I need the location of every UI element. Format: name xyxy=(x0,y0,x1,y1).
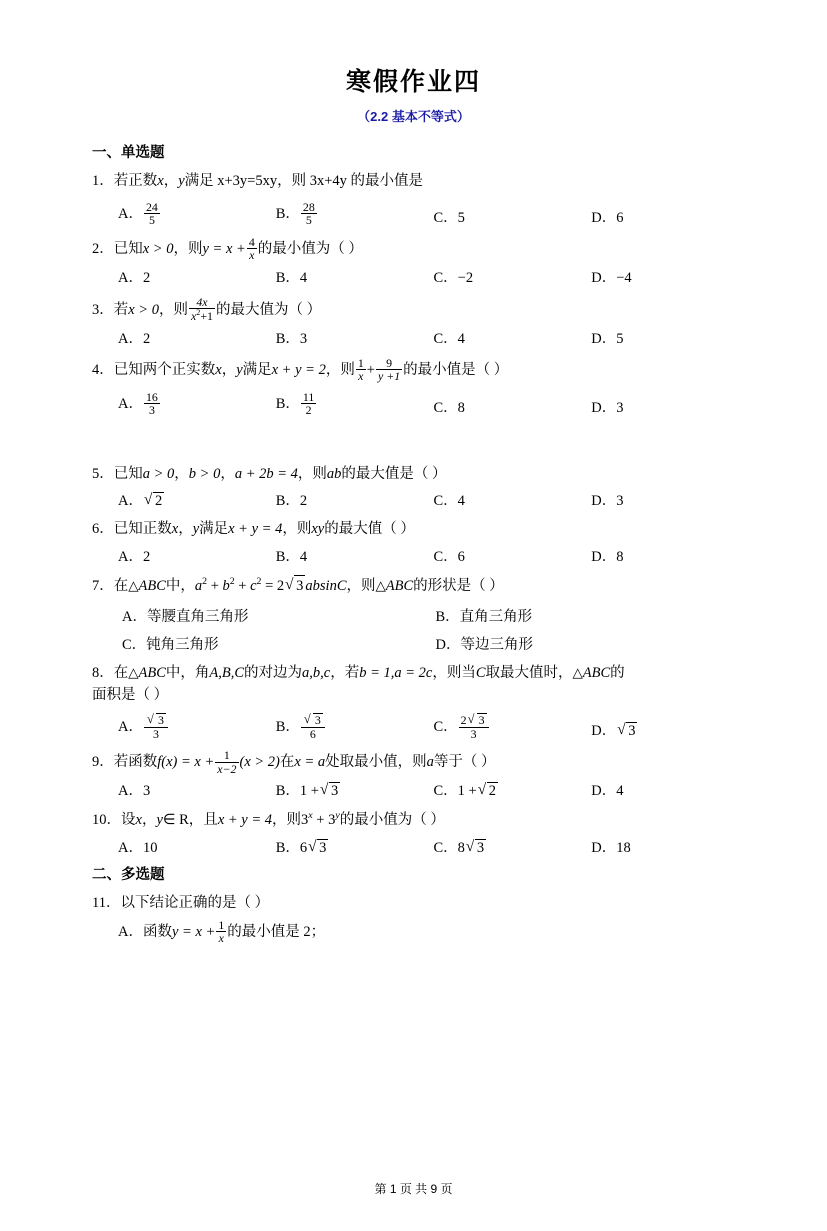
question-5-stem: 5．已知a > 0，b > 0，a + 2b = 4，则ab的最大值是（ ） xyxy=(92,465,447,482)
question-7-stem: 7．在 △ ABC中，$a^2 + b^2 + c^2 = 2$ √ 3 absinC，则 △ ABC的形状是（ ） xyxy=(92,575,749,598)
question-8-options xyxy=(92,710,749,740)
option-d[interactable]: D．3 xyxy=(591,399,624,416)
option-a[interactable]: A．2 xyxy=(118,269,151,286)
question-11-options xyxy=(92,919,749,945)
option-b[interactable]: B．2 xyxy=(275,493,308,510)
question-10-stem: 10．设x，y∈ R，且x + y = 4，则$3^x + 3^y$的最小值为（ ） xyxy=(92,810,445,829)
option-c[interactable]: C． 2 √ 3 3 xyxy=(434,713,592,740)
triangle-icon xyxy=(376,578,386,594)
fraction: $\frac{1}{x}$ xyxy=(218,917,225,946)
question-5 xyxy=(92,464,749,486)
question-10 xyxy=(92,809,749,832)
fraction: $\frac{4x}{x^2+1}$ xyxy=(190,294,213,324)
option-c[interactable]: C．4 xyxy=(433,493,465,510)
option-d[interactable]: D．8 xyxy=(591,549,624,566)
triangle-icon xyxy=(128,665,138,681)
question-9-stem: 9．若函数f(x) = x + $\frac{1}{x-2}$ (x > 2)在x = a处取最小值，则a等于（ ） xyxy=(92,748,496,776)
question-4-options xyxy=(92,387,749,417)
square-root: √ 3 xyxy=(308,838,327,856)
square-root: √ 2 xyxy=(477,781,496,800)
fraction: $\frac{16}{3}$ xyxy=(145,389,158,418)
question-9 xyxy=(92,749,749,775)
fraction: $\frac{28}{5}$ xyxy=(302,199,315,228)
square-root: √ 2 xyxy=(143,491,163,510)
square-root: √ 3 xyxy=(319,781,339,800)
option-a[interactable]: A． $\frac{16}{3}$ xyxy=(118,389,158,418)
question-4-stem: 4．已知两个正实数x，y满足x + y = 2，则 $\frac{1}{x}$ + $\frac{9}{y +1}$ 的最小值是（ ） xyxy=(92,355,509,384)
square-root: √ 3 xyxy=(467,711,485,728)
option-c[interactable]: C．6 xyxy=(433,549,465,566)
triangle-icon xyxy=(573,665,583,681)
option-b[interactable]: B．直角三角形 xyxy=(435,608,533,625)
triangle-icon xyxy=(128,578,138,594)
section-heading-multiple-choice: 二、多选题 xyxy=(92,866,165,883)
question-4 xyxy=(92,357,749,383)
document-page xyxy=(0,62,827,1231)
option-c[interactable]: C．1 + √ 2 xyxy=(433,781,496,800)
square-root: √ 3 xyxy=(617,721,636,740)
question-8-stem: 8．在 △ ABC中，角A,B,C的对边为a,b,c，若b = 1,a = 2c，则当C取最大值时， △ ABC的 xyxy=(92,663,749,685)
question-9-options xyxy=(92,779,749,800)
option-a[interactable]: A．等腰直角三角形 xyxy=(122,608,249,625)
question-10-options xyxy=(92,836,749,857)
question-3-stem: 3．若x > 0，则 $\frac{4x}{x^2+1}$ 的最大值为（ ） xyxy=(92,294,322,324)
question-3 xyxy=(92,296,749,323)
question-11-stem: 11．以下结论正确的是（ ） xyxy=(92,894,270,911)
option-a[interactable]: A．2 xyxy=(118,330,151,347)
question-1-options xyxy=(92,197,749,227)
option-d[interactable]: D．6 xyxy=(591,209,624,226)
fraction: √ 3 6 xyxy=(301,713,325,740)
fraction: $\frac{1}{x}$ xyxy=(357,355,364,384)
option-a[interactable]: A． √ 2 xyxy=(118,491,163,510)
page-footer xyxy=(0,1180,827,1197)
option-b[interactable]: B． √ 3 6 xyxy=(276,713,434,740)
option-b[interactable]: B．1 + √ 3 xyxy=(275,781,339,800)
option-d[interactable]: D．4 xyxy=(591,783,624,800)
question-1-stem: 1．若正数x，y满足 x+3y=5xy，则 3x+4y 的最小值是 xyxy=(92,173,424,189)
question-6 xyxy=(92,519,749,541)
option-b[interactable]: B．3 xyxy=(275,330,308,347)
option-a[interactable]: A．10 xyxy=(118,839,158,856)
option-c[interactable]: C．8 xyxy=(433,399,465,416)
option-b[interactable]: B． $\frac{28}{5}$ xyxy=(275,199,315,228)
option-b[interactable]: B．4 xyxy=(275,549,308,566)
question-1 xyxy=(92,171,749,193)
question-7 xyxy=(92,575,749,598)
option-c[interactable]: C．−2 xyxy=(433,269,474,286)
fraction: $\frac{11}{2}$ xyxy=(302,389,315,418)
option-d[interactable]: D．18 xyxy=(591,839,631,856)
question-2 xyxy=(92,236,749,262)
option-a[interactable]: A．3 xyxy=(118,783,151,800)
square-root: √ 3 xyxy=(285,575,305,598)
option-d[interactable]: D．5 xyxy=(591,330,624,347)
option-c[interactable]: C．8 √ 3 xyxy=(433,838,485,856)
square-root: √ 3 xyxy=(146,711,164,728)
option-d[interactable]: D．等边三角形 xyxy=(435,636,533,653)
question-3-options xyxy=(92,327,749,348)
option-d[interactable]: D． √ 3 xyxy=(591,721,636,740)
option-c[interactable]: C．4 xyxy=(433,330,465,347)
page-subtitle: （2.2 基本不等式） xyxy=(357,109,470,124)
fraction: $\frac{24}{5}$ xyxy=(145,199,158,228)
fraction: $\frac{1}{x-2}$ xyxy=(217,748,237,776)
question-8-stem-cont: 面积是（ ） xyxy=(92,686,169,703)
page-title: 寒假作业四 xyxy=(345,68,481,96)
fraction: $\frac{4}{x}$ xyxy=(248,234,255,263)
option-a[interactable]: A． √ 3 3 xyxy=(118,713,276,740)
fraction: 2 √ 3 3 xyxy=(459,713,489,740)
question-5-options xyxy=(92,489,749,510)
option-a[interactable]: A． $\frac{24}{5}$ xyxy=(118,199,158,228)
question-7-options-row1 xyxy=(92,605,749,626)
section-heading-single-choice: 一、单选题 xyxy=(92,145,165,161)
option-d[interactable]: D．3 xyxy=(591,493,624,510)
question-2-stem: 2．已知x > 0，则y = x + $\frac{4}{x}$ 的最小值为（ ） xyxy=(92,234,363,263)
question-8 xyxy=(92,663,749,707)
fraction: $\frac{9}{y +1}$ xyxy=(377,355,401,384)
question-6-options xyxy=(92,545,749,566)
question-7-options-row2 xyxy=(92,633,749,654)
option-a[interactable]: A．2 xyxy=(118,549,151,566)
option-b[interactable]: B． $\frac{11}{2}$ xyxy=(275,389,315,418)
page-number: 第 1 页 共 9 页 xyxy=(374,1182,453,1196)
question-2-options xyxy=(92,266,749,287)
question-11 xyxy=(92,893,749,915)
square-root: √ 3 xyxy=(465,838,485,856)
option-b[interactable]: B．4 xyxy=(275,269,308,286)
fraction: √ 3 3 xyxy=(144,713,168,740)
option-b[interactable]: B．6 √ 3 xyxy=(275,838,327,856)
question-6-stem: 6．已知正数x，y满足x + y = 4，则xy的最大值（ ） xyxy=(92,521,415,538)
option-a[interactable]: A．函数y = x + $\frac{1}{x}$ 的最小值是 2； xyxy=(118,917,326,946)
square-root: √ 3 xyxy=(303,711,321,728)
document-content xyxy=(0,125,827,945)
option-c[interactable]: C．钝角三角形 xyxy=(122,636,219,653)
option-c[interactable]: C．5 xyxy=(433,209,465,226)
option-d[interactable]: D．−4 xyxy=(591,269,632,286)
